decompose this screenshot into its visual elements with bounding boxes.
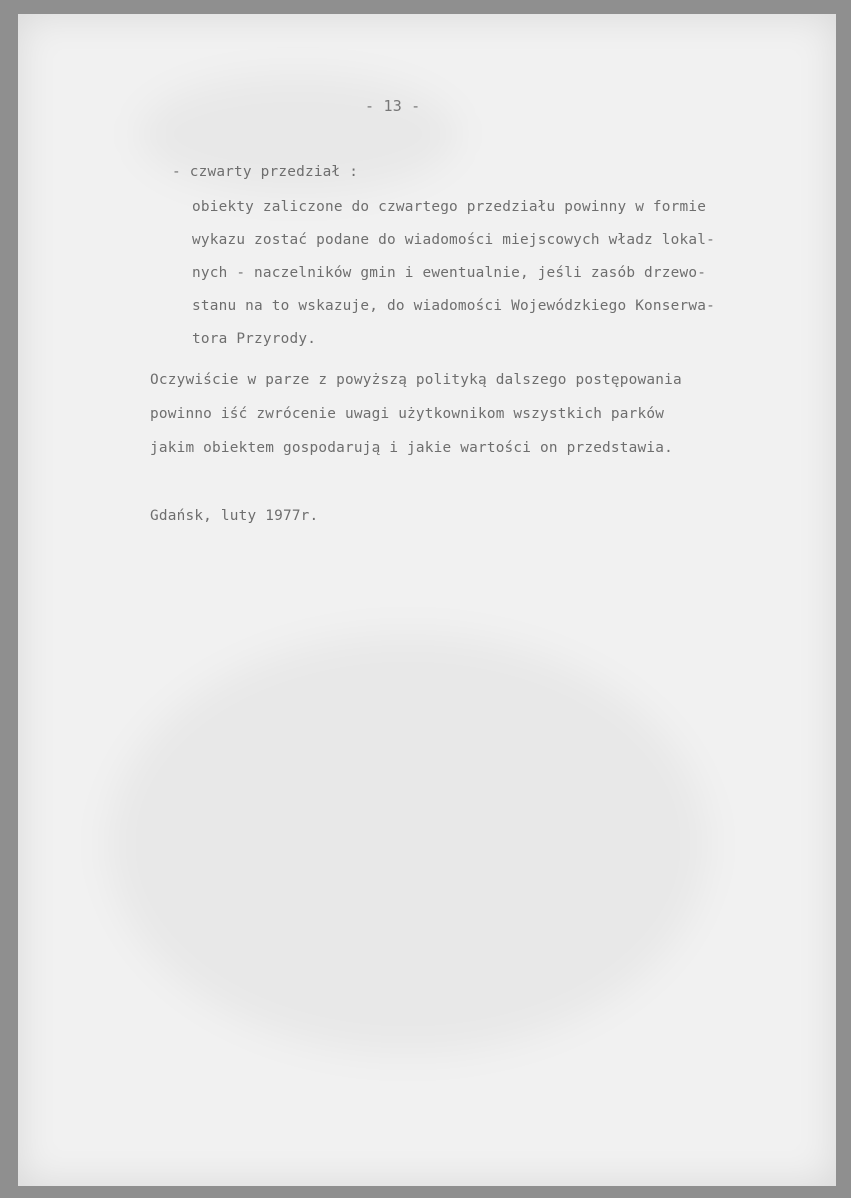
place-date-signature: Gdańsk, luty 1977r. [150, 508, 319, 524]
section-line: obiekty zaliczone do czwartego przedziału powinny w formie [192, 199, 707, 215]
closing-paragraph-line: Oczywiście w parze z powyższą polityką dalszego postępowania [150, 372, 682, 388]
closing-paragraph-line: jakim obiektem gospodarują i jakie wartości on przedstawia. [150, 440, 673, 456]
section-line: nych - naczelników gmin i ewentualnie, jeśli zasób drzewo- [192, 265, 707, 281]
page-number: - 13 - [365, 97, 421, 115]
section-line: wykazu zostać podane do wiadomości miejscowych władz lokal- [192, 232, 715, 248]
paper-sheet [18, 14, 836, 1186]
section-line: stanu na to wskazuje, do wiadomości Wojewódzkiego Konserwa- [192, 298, 715, 314]
section-heading: - czwarty przedział : [172, 164, 359, 180]
closing-paragraph-line: powinno iść zwrócenie uwagi użytkownikom wszystkich parków [150, 406, 665, 422]
section-line: tora Przyrody. [192, 331, 317, 347]
scan-smudge [108, 634, 708, 1054]
